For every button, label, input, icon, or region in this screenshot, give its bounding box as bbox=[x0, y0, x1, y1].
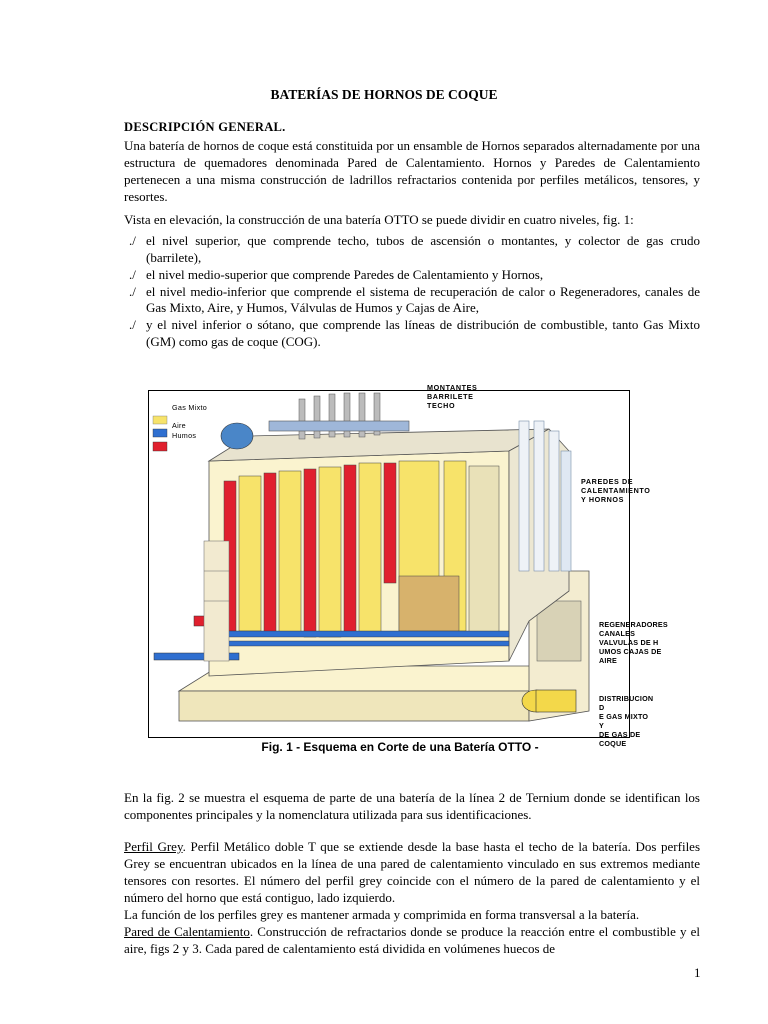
label-distribucion: DISTRIBUCION D E GAS MIXTO Y DE GAS DE COQUE bbox=[599, 694, 654, 748]
list-item-text: el nivel superior, que comprende techo, tubos de ascensión o montantes, y colector de gas crudo (barrilete), bbox=[146, 233, 700, 265]
page-number: 1 bbox=[694, 965, 701, 980]
battery-cross-section-illustration bbox=[149, 391, 631, 739]
legend-swatch-aire bbox=[153, 416, 167, 424]
legend-swatch-extra bbox=[153, 442, 167, 451]
list-item-text: y el nivel inferior o sótano, que comprende las líneas de distribución de combustible, tanto Gas Mixto (GM) como gas de coque (COG). bbox=[146, 317, 700, 349]
bullet-marker: ./ bbox=[129, 283, 136, 299]
montante bbox=[314, 396, 320, 438]
legend-gas-mixto: Gas Mixto bbox=[172, 403, 208, 412]
bullet-marker: ./ bbox=[129, 233, 136, 248]
legend-swatch-gas-mixto bbox=[153, 401, 167, 410]
section-heading: DESCRIPCIÓN GENERAL. bbox=[124, 120, 286, 134]
heating-wall bbox=[264, 473, 276, 633]
list-item-text: el nivel medio-inferior que comprende el sistema de recuperación de calor o Regeneradores, canales de Gas Mixto, Aire, y Humos, Válvulas de Humos y Cajas de Aire, bbox=[146, 283, 700, 315]
paragraph-levels: Vista en elevación, la construcción de una batería OTTO se puede dividir en cuatro niveles, fig. 1: bbox=[124, 212, 634, 227]
list-item bbox=[124, 267, 700, 284]
regenerator-checker bbox=[399, 576, 459, 631]
list-item bbox=[124, 317, 700, 350]
legend-swatch-humos bbox=[153, 429, 167, 437]
basement-front bbox=[179, 691, 529, 721]
gas-channel bbox=[219, 631, 509, 637]
perfil-grey-function: La función de los perfiles grey es mantener armada y comprimida en forma transversal a la batería. bbox=[124, 907, 640, 922]
label-paredes: PAREDES DE CALENTAMIENTO Y HORNOS bbox=[581, 477, 651, 504]
oven bbox=[319, 467, 341, 637]
figure-caption: Fig. 1 - Esquema en Corte de una Batería OTTO - bbox=[261, 740, 539, 754]
heating-wall bbox=[344, 465, 356, 635]
list-item-text: el nivel medio-superior que comprende Paredes de Calentamiento y Hornos, bbox=[146, 266, 544, 282]
oven bbox=[359, 463, 381, 635]
heating-wall bbox=[384, 463, 396, 583]
page-title: BATERÍAS DE HORNOS DE COQUE bbox=[270, 87, 498, 102]
legend-humos: Humos bbox=[172, 431, 197, 440]
heating-wall bbox=[304, 469, 316, 637]
term-pared: Pared de Calentamiento bbox=[124, 924, 250, 939]
label-montantes: MONTANTES BARRILETE TECHO bbox=[427, 383, 478, 410]
gas-channel bbox=[209, 641, 509, 646]
gas-collector bbox=[221, 423, 253, 449]
bullet-marker: ./ bbox=[129, 266, 136, 282]
paragraph-perfil-grey bbox=[124, 838, 700, 957]
paragraph-fig2: En la fig. 2 se muestra el esquema de parte de una batería de la línea 2 de Ternium donde se identifican los componentes principales y la nomenclatura utilizada para sus identificaciones. bbox=[124, 790, 700, 822]
oven bbox=[279, 471, 301, 636]
levels-list bbox=[124, 233, 700, 351]
legend-aire: Aire bbox=[172, 421, 186, 430]
list-item bbox=[124, 233, 700, 266]
montante bbox=[299, 399, 305, 439]
list-item bbox=[124, 284, 700, 317]
barrilete bbox=[269, 421, 409, 431]
bullet-marker: ./ bbox=[129, 317, 136, 332]
paragraph-intro: Una batería de hornos de coque está constituida por un ensamble de Hornos separados alternadamente por una estructura de quemadores denominada Pared de Calentamiento. Hornos y Paredes de Calentamiento pertenecen a una misma construcción de ladrillos refractarios contenida por perfiles metálicos, tensores, y resortes. bbox=[124, 138, 700, 204]
label-regeneradores: REGENERADORES CANALES VALVULAS DE H UMOS CAJAS DE AIRE bbox=[599, 620, 668, 665]
oven bbox=[239, 476, 261, 631]
perfil-grey-text: . Perfil Metálico doble T que se extiende desde la base hasta el techo de la batería. Dos perfiles Grey se encuentran ubicados en la línea de una pared de calentamiento vinculado en sus extremos mediante tensores con resortes. El número del perfil grey coincide con el número de la pared de calentamiento y el número del horno que está contiguo, lado izquierdo. bbox=[124, 839, 701, 905]
pared-text: . Construcción de refractarios donde se produce la reacción entre el combustible y el aire, figs 2 y 3. Cada pared de calentamiento está dividida en volúmenes huecos de bbox=[124, 924, 700, 956]
term-perfil-grey: Perfil Grey bbox=[124, 839, 183, 854]
